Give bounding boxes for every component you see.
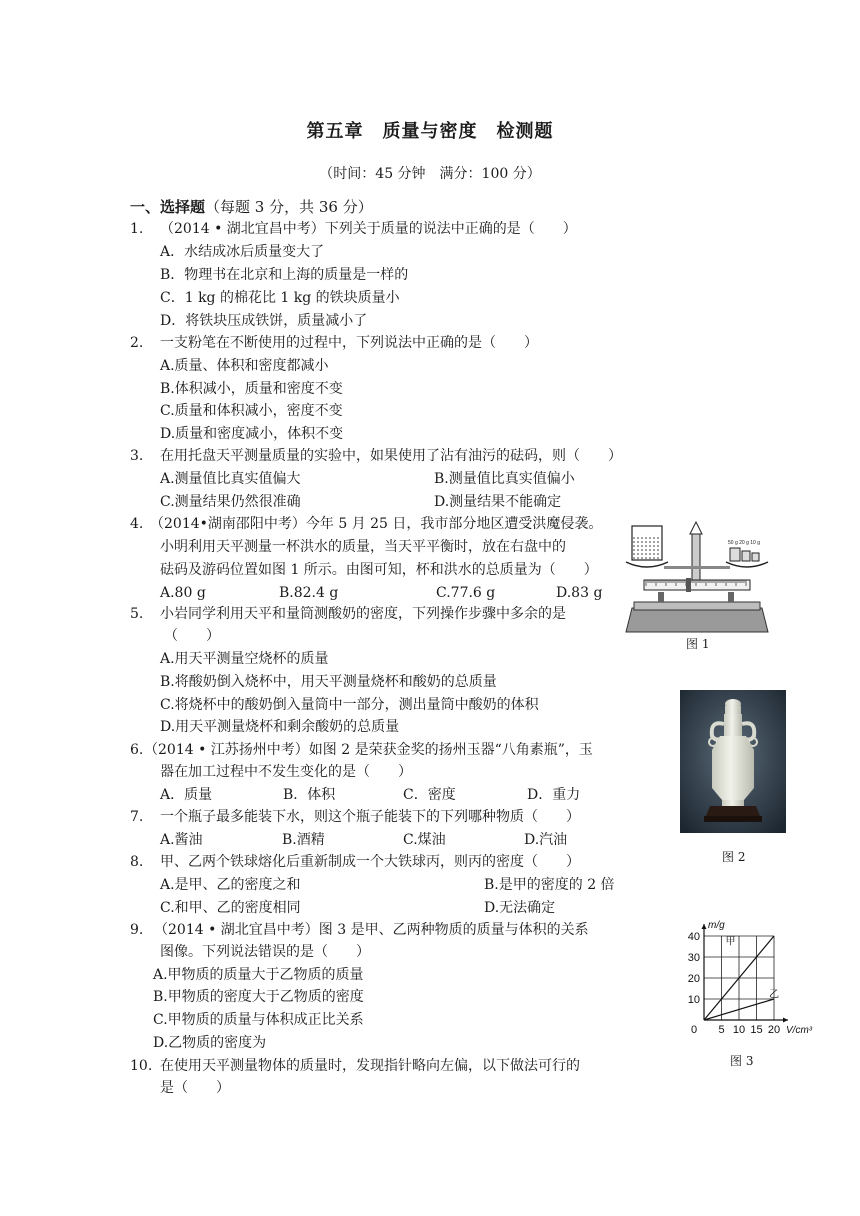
q7-option-b: B.酒精 xyxy=(282,832,325,848)
q2-option-b: B.体积减小，质量和密度不变 xyxy=(160,381,343,397)
q9-option-a: A.甲物质的质量大于乙物质的质量 xyxy=(153,967,364,983)
q2-option-a: A.质量、体积和密度都减小 xyxy=(160,358,329,374)
figure-1-caption: 图 1 xyxy=(686,637,710,651)
q3-option-c: C.测量结果仍然很准确 xyxy=(160,494,301,510)
q1-option-b: B．物理书在北京和上海的质量是一样的 xyxy=(160,267,409,283)
q9-option-b: B.甲物质的密度大于乙物质的密度 xyxy=(153,989,364,1005)
q3-number: 3. xyxy=(130,448,144,464)
q9-option-c: C.甲物质的质量与体积成正比关系 xyxy=(153,1012,364,1028)
y-tick-label: 20 xyxy=(687,973,700,985)
q6-option-a: A．质量 xyxy=(160,787,213,803)
q5-stem-line2: （ ） xyxy=(164,628,220,644)
section-note: （每题 3 分，共 36 分） xyxy=(205,198,373,216)
q3-stem: 在用托盘天平测量质量的实验中，如果使用了沾有油污的砝码，则（ ） xyxy=(160,448,622,464)
q4-option-b: B.82.4 g xyxy=(279,585,339,601)
q1-option-c: C．1 kg 的棉花比 1 kg 的铁块质量小 xyxy=(160,290,400,306)
figure-2-caption: 图 2 xyxy=(722,850,746,864)
x-axis-arrow xyxy=(783,1018,788,1023)
q5-number: 5. xyxy=(130,606,144,622)
q7-option-c: C.煤油 xyxy=(403,832,446,848)
q3-option-a: A.测量值比真实值偏大 xyxy=(160,471,301,487)
series-label-2: 乙 xyxy=(769,989,780,1001)
x-tick-label: 15 xyxy=(750,1024,763,1036)
q6-stem-line2: 器在加工过程中不发生变化的是（ ） xyxy=(160,764,412,780)
figure-3-mass-volume-chart xyxy=(652,912,820,1038)
q2-stem: 一支粉笔在不断使用的过程中，下列说法中正确的是（ ） xyxy=(160,335,538,351)
y-axis-label: m/g xyxy=(708,920,725,931)
q2-option-c: C.质量和体积减小，密度不变 xyxy=(160,403,343,419)
q8-option-d: D.无法确定 xyxy=(484,900,556,916)
q6-option-c: C．密度 xyxy=(403,787,456,803)
q7-number: 7. xyxy=(130,809,144,825)
q1-stem: （2014 • 湖北宜昌中考）下列关于质量的说法中正确的是（ ） xyxy=(160,221,577,237)
q9-number: 9. xyxy=(130,922,144,938)
q10-stem: 在使用天平测量物体的质量时，发现指针略向左偏，以下做法可行的 xyxy=(160,1058,580,1074)
series-label-1: 甲 xyxy=(725,936,736,948)
q6-stem: （2014 • 江苏扬州中考）如图 2 是荣获金奖的扬州玉器“八角素瓶”，玉 xyxy=(144,742,593,758)
q10-number: 10. xyxy=(130,1058,153,1074)
section-title: 一、选择题 xyxy=(130,198,206,216)
y-tick-label: 40 xyxy=(687,931,700,943)
q5-option-a: A.用天平测量空烧杯的质量 xyxy=(160,651,329,667)
figure-2-vase-photo xyxy=(680,690,786,833)
figure-3-caption: 图 3 xyxy=(730,1054,754,1068)
q4-option-d: D.83 g xyxy=(556,585,603,601)
q4-number: 4. xyxy=(130,516,144,532)
q5-stem: 小岩同学利用天平和量筒测酸奶的密度，下列操作步骤中多余的是 xyxy=(160,606,566,622)
q9-stem-line2: 图像。下列说法错误的是（ ） xyxy=(160,944,370,960)
q1-option-d: D．将铁块压成铁饼，质量减小了 xyxy=(160,313,368,329)
figure-1-balance-illustration xyxy=(624,520,770,636)
q9-option-d: D.乙物质的密度为 xyxy=(153,1035,267,1051)
q6-option-b: B．体积 xyxy=(283,787,336,803)
q2-option-d: D.质量和密度减小，体积不变 xyxy=(160,426,344,442)
q6-option-d: D．重力 xyxy=(527,787,581,803)
q8-option-b: B.是甲的密度的 2 倍 xyxy=(484,877,615,893)
q3-option-d: D.测量结果不能确定 xyxy=(434,494,562,510)
x-tick-label: 5 xyxy=(718,1024,725,1036)
q6-number: 6. xyxy=(130,742,144,758)
q4-stem: （2014•湖南邵阳中考）今年 5 月 25 日，我市部分地区遭受洪魔侵袭。 xyxy=(150,516,603,532)
q8-option-a: A.是甲、乙的密度之和 xyxy=(160,877,301,893)
q2-number: 2. xyxy=(130,335,144,351)
q5-option-d: D.用天平测量烧杯和剩余酸奶的总质量 xyxy=(160,719,400,735)
x-tick-label: 10 xyxy=(732,1024,746,1036)
q1-option-a: A．水结成冰后质量变大了 xyxy=(160,244,325,260)
y-tick-label: 30 xyxy=(687,952,700,964)
q3-option-b: B.测量值比真实值偏小 xyxy=(434,471,575,487)
q4-option-c: C.77.6 g xyxy=(436,585,496,601)
x-tick-label: 0 xyxy=(690,1024,698,1036)
q1-number: 1. xyxy=(130,221,144,237)
y-axis-arrow xyxy=(702,924,707,929)
section-heading xyxy=(130,196,373,217)
q7-option-a: A.酱油 xyxy=(160,832,203,848)
fig1-weight-labels: 50 g 20 g 10 g xyxy=(728,540,760,546)
page-title: 第五章 质量与密度 检测题 xyxy=(306,121,554,142)
x-axis-label: V/cm³ xyxy=(786,1025,813,1036)
y-tick-label: 10 xyxy=(687,994,700,1006)
q4-stem-line3: 砝码及游码位置如图 1 所示。由图可知，杯和洪水的总质量为（ ） xyxy=(160,562,598,578)
q5-option-b: B.将酸奶倒入烧杯中，用天平测量烧杯和酸奶的总质量 xyxy=(160,674,497,690)
q4-option-a: A.80 g xyxy=(160,585,206,601)
q9-stem: （2014 • 湖北宜昌中考）图 3 是甲、乙两种物质的质量与体积的关系 xyxy=(154,922,589,938)
q8-option-c: C.和甲、乙的密度相同 xyxy=(160,900,301,916)
q8-number: 8. xyxy=(130,854,144,870)
q5-option-c: C.将烧杯中的酸奶倒入量筒中一部分，测出量筒中酸奶的体积 xyxy=(160,697,539,713)
q10-stem-line2: 是（ ） xyxy=(160,1080,230,1096)
q4-stem-line2: 小明利用天平测量一杯洪水的质量，当天平平衡时，放在右盘中的 xyxy=(160,539,566,555)
page-subtitle: （时间：45 分钟 满分：100 分） xyxy=(319,166,541,182)
q7-stem: 一个瓶子最多能装下水，则这个瓶子能装下的下列哪种物质（ ） xyxy=(160,809,580,825)
q7-option-d: D.汽油 xyxy=(524,832,568,848)
q8-stem: 甲、乙两个铁球熔化后重新制成一个大铁球丙，则丙的密度（ ） xyxy=(160,854,580,870)
x-tick-label: 20 xyxy=(767,1024,781,1036)
